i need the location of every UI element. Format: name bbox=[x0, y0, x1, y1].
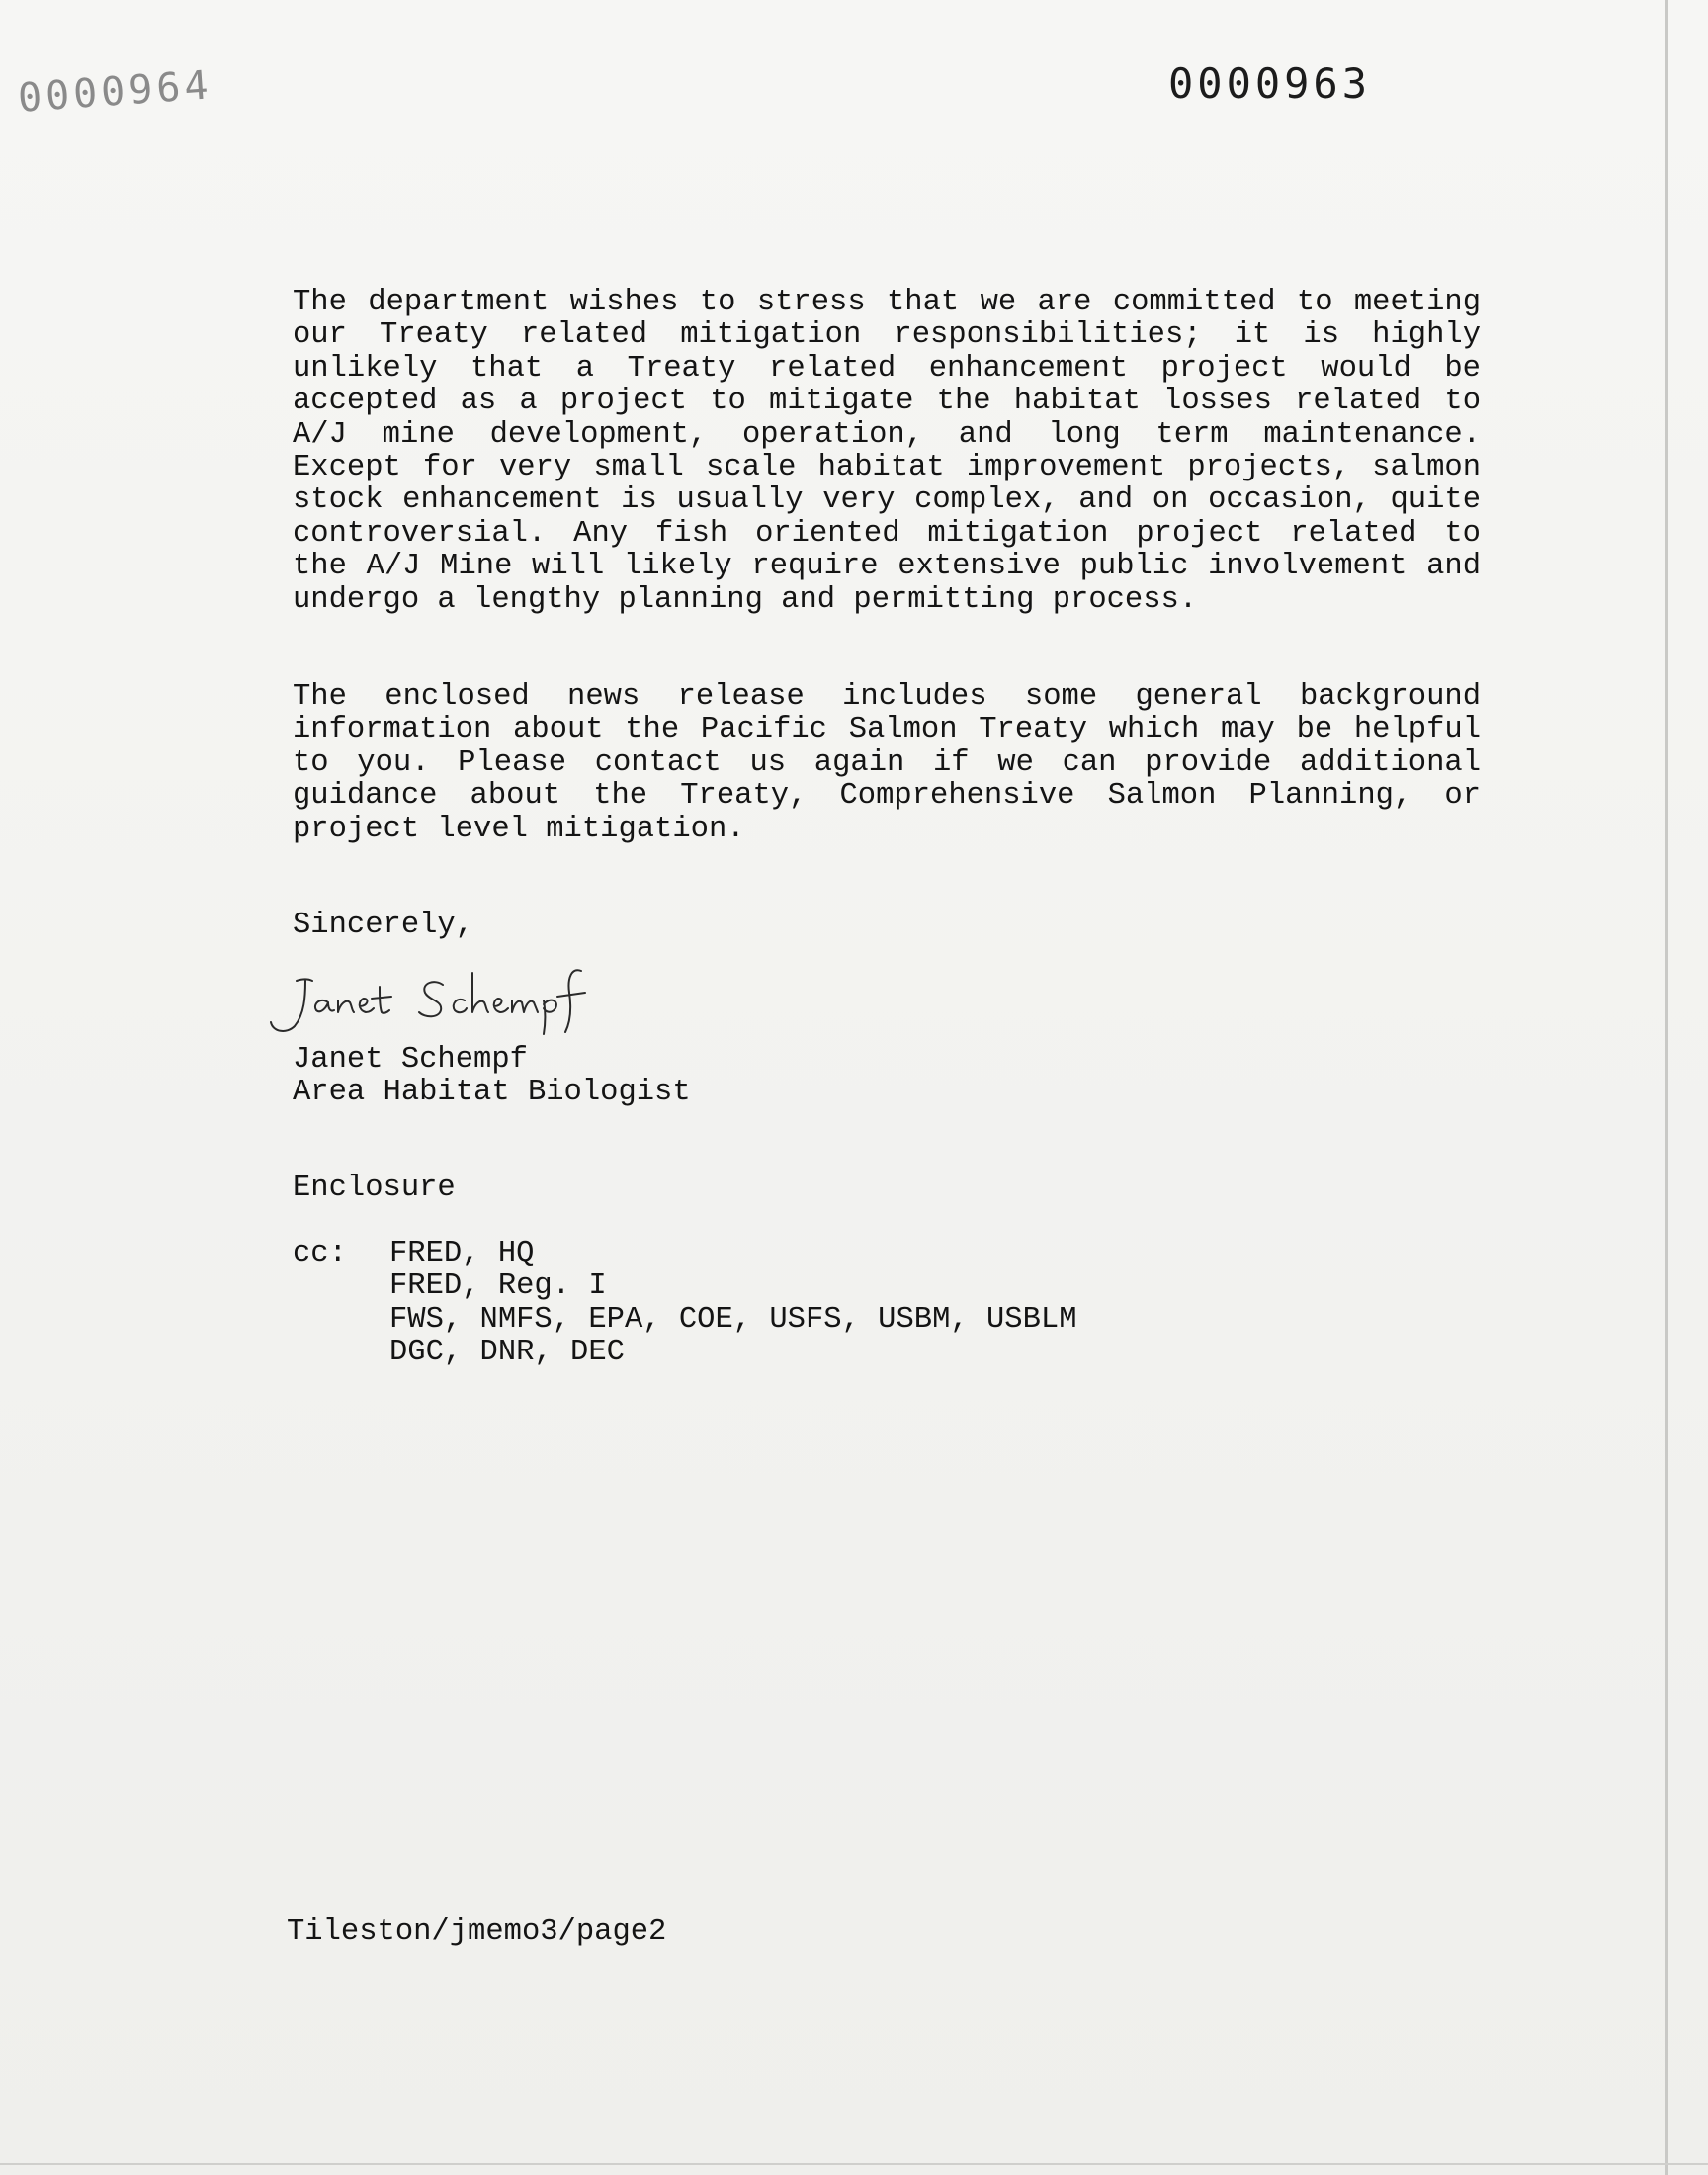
signer-name: Janet Schempf bbox=[293, 1043, 528, 1077]
body-paragraph-1: The department wishes to stress that we are committed to meeting our Treaty related mitigation responsibilities; it is highly unlikely that a Treaty related enhancement project would be accepted as a project to mitigate the habitat losses related to A/J mine development, operation, and long term maintenance. Except for very small scale habitat improvement projects, salmon stock enhancement is usually very complex, and on occasion, quite controversial. Any fish oriented mitigation project related to the A/J Mine will likely require extensive public involvement and undergo a lengthy planning and permitting process. bbox=[293, 286, 1481, 617]
signer-title: Area Habitat Biologist bbox=[293, 1076, 691, 1109]
body-paragraph-2: The enclosed news release includes some general background information about the Pacific Salmon Treaty which may be helpful to you. Please contact us again if we can provide additional guidance about the Treaty, Comprehensive Salmon Planning, or project level mitigation. bbox=[293, 680, 1481, 846]
page-edge-right bbox=[1665, 0, 1668, 2175]
handwritten-signature bbox=[259, 957, 625, 1036]
page-edge-bottom bbox=[0, 2163, 1708, 2165]
cc-item: DGC, DNR, DEC bbox=[389, 1336, 625, 1370]
cc-item: FRED, Reg. I bbox=[389, 1269, 607, 1304]
cc-label: cc: bbox=[293, 1237, 347, 1270]
bates-stamp-right: 0000963 bbox=[1168, 59, 1372, 108]
cc-list bbox=[389, 1238, 1077, 1370]
bates-stamp-left: 0000964 bbox=[16, 62, 214, 122]
enclosure-note: Enclosure bbox=[293, 1172, 456, 1205]
footer-reference: Tileston/jmemo3/page2 bbox=[287, 1915, 667, 1949]
cc-item: FRED, HQ bbox=[389, 1237, 535, 1270]
cc-item: FWS, NMFS, EPA, COE, USFS, USBM, USBLM bbox=[389, 1302, 1077, 1337]
closing: Sincerely, bbox=[293, 909, 474, 942]
